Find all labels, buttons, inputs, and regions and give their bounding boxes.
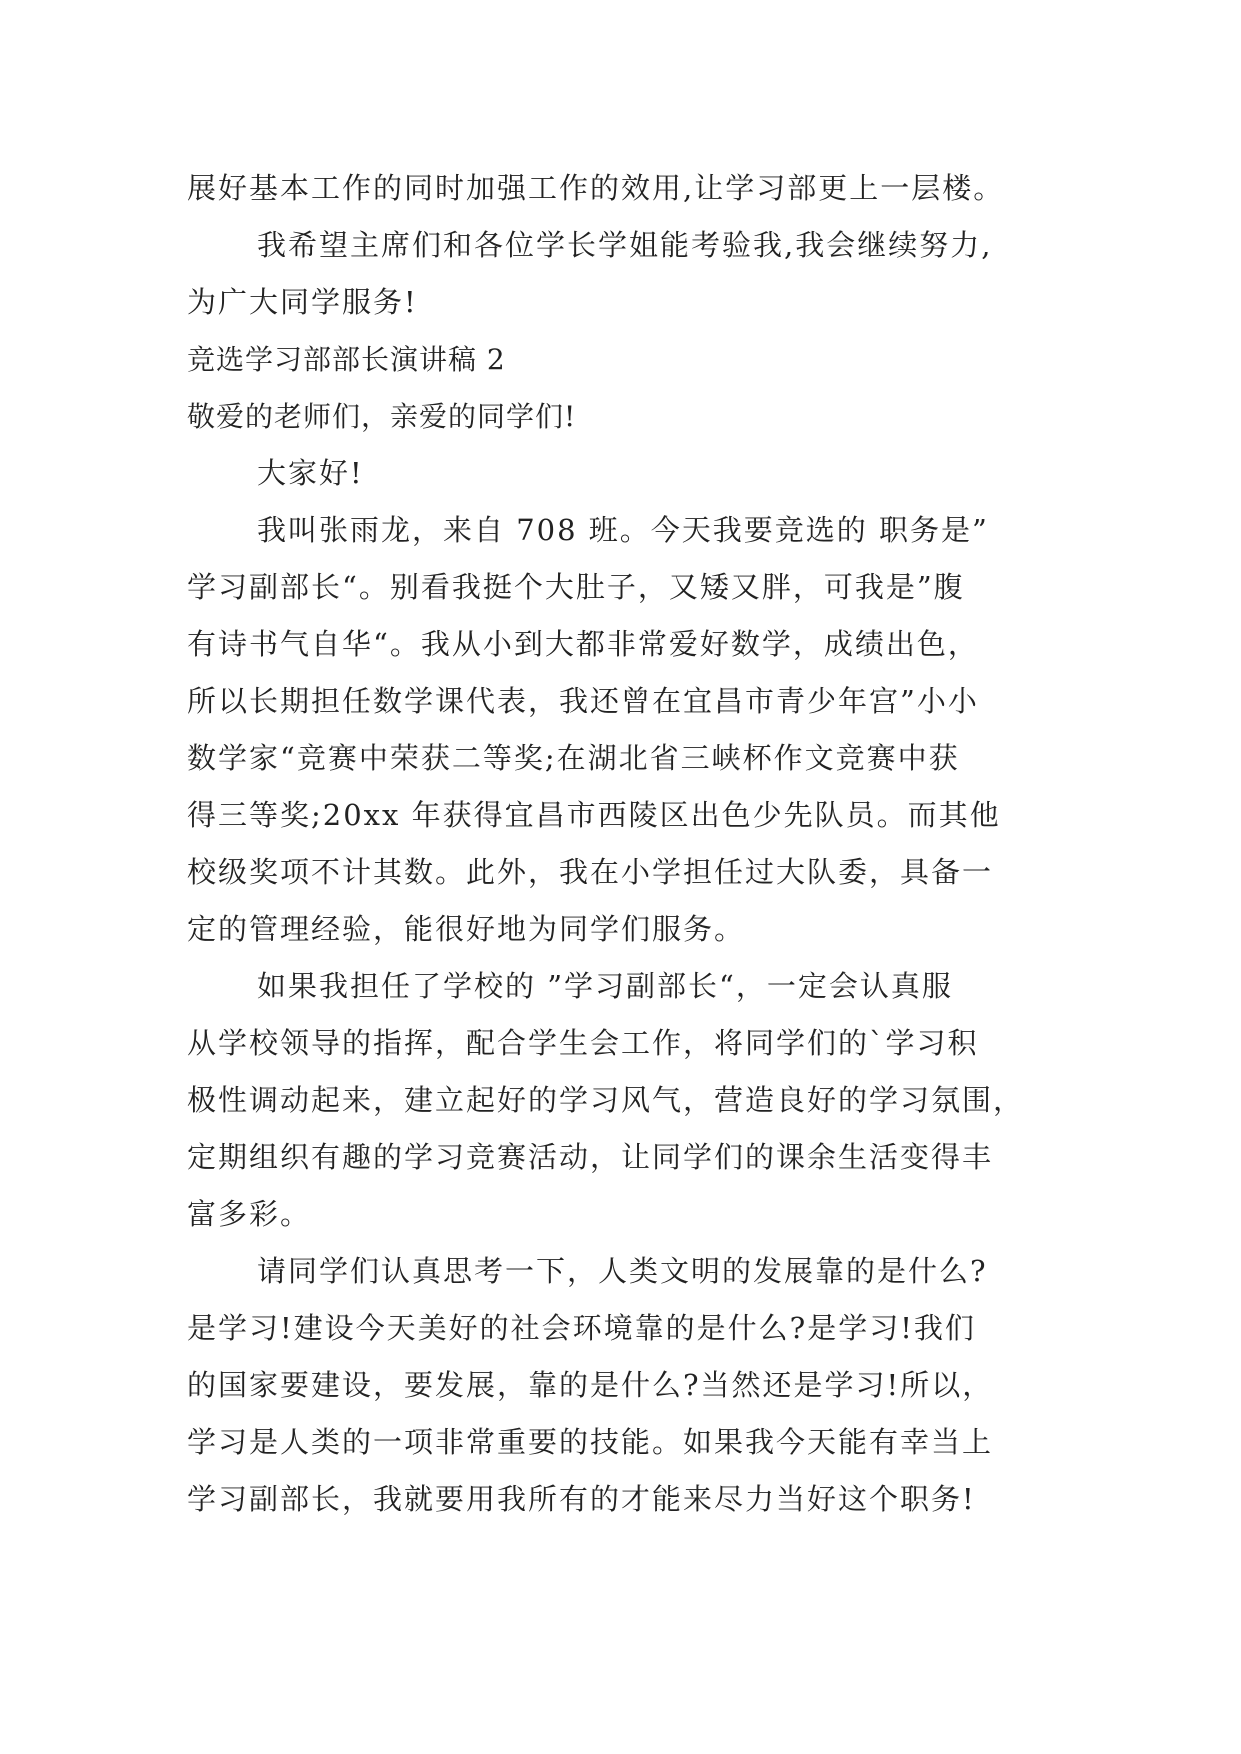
text-line: 为广大同学服务! <box>187 285 418 319</box>
text-line: 我希望主席们和各位学长学姐能考验我,我会继续努力, <box>257 228 993 262</box>
text-line: 是学习!建设今天美好的社会环境靠的是什么?是学习!我们 <box>187 1311 976 1345</box>
text-line: 如果我担任了学校的 ”学习副部长“，一定会认真服 <box>257 969 953 1003</box>
text-line: 富多彩。 <box>187 1197 312 1231</box>
text-line: 数学家“竞赛中荣获二等奖;在湖北省三峡杯作文竞赛中获 <box>187 741 960 775</box>
text-line: 所以长期担任数学课代表，我还曾在宜昌市青少年宫”小小 <box>187 684 979 718</box>
text-line: 极性调动起来，建立起好的学习风气，营造良好的学习氛围， <box>187 1083 1025 1117</box>
text-line: 有诗书气自华“。我从小到大都非常爱好数学，成绩出色， <box>187 627 979 661</box>
text-line: 的国家要建设，要发展，靠的是什么?当然还是学习!所以， <box>187 1368 994 1402</box>
heading-line: 敬爱的老师们，亲爱的同学们! <box>187 400 577 433</box>
text-line: 请同学们认真思考一下，人类文明的发展靠的是什么? <box>257 1254 988 1288</box>
text-line: 定期组织有趣的学习竞赛活动，让同学们的课余生活变得丰 <box>187 1140 994 1174</box>
text-line: 展好基本工作的同时加强工作的效用,让学习部更上一层楼。 <box>187 171 1005 205</box>
document-body <box>187 160 1087 1528</box>
text-line: 大家好! <box>257 456 364 490</box>
text-line: 定的管理经验，能很好地为同学们服务。 <box>187 912 746 946</box>
text-line: 学习副部长，我就要用我所有的才能来尽力当好这个职务! <box>187 1482 976 1516</box>
text-line: 学习是人类的一项非常重要的技能。如果我今天能有幸当上 <box>187 1425 994 1459</box>
text-line: 得三等奖;20xx 年获得宜昌市西陵区出色少先队员。而其他 <box>187 798 1001 832</box>
heading-line: 竞选学习部部长演讲稿 2 <box>187 343 506 376</box>
text-line: 我叫张雨龙，来自 708 班。今天我要竞选的 职务是” <box>257 513 989 547</box>
text-line: 学习副部长“。别看我挺个大肚子，又矮又胖，可我是”腹 <box>187 570 965 604</box>
text-line: 校级奖项不计其数。此外，我在小学担任过大队委，具备一 <box>187 855 994 889</box>
text-line: 从学校领导的指挥，配合学生会工作，将同学们的`学习积 <box>187 1026 979 1060</box>
